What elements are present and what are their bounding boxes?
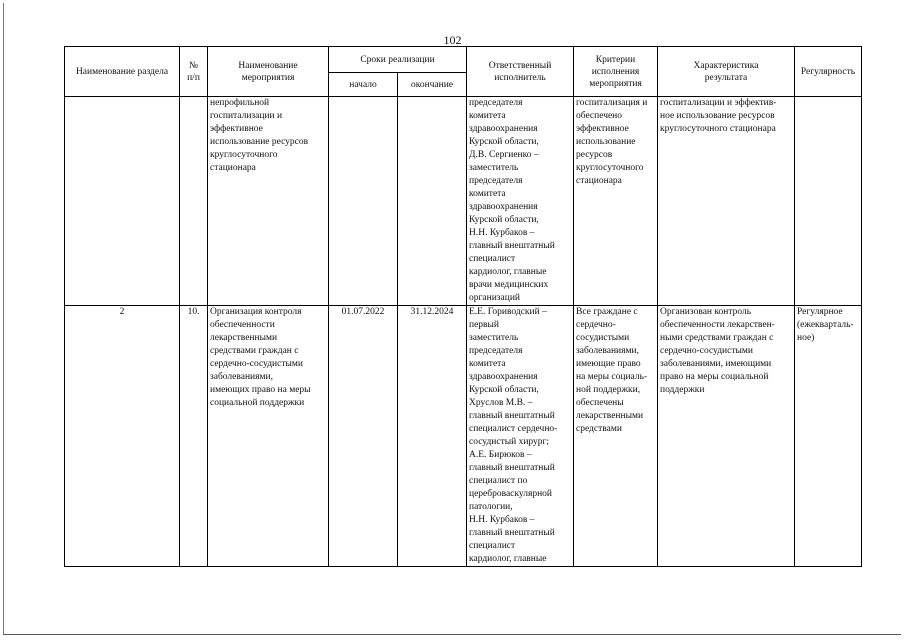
header-activity-name: Наименование мероприятия bbox=[208, 47, 329, 97]
cell-result: Организован контроль обеспеченности лекарствен- ными средствами граждан с сердечно-сосудистыми заболеваниями, имеющими право на меры социальной поддержки bbox=[658, 306, 795, 567]
header-end: окончание bbox=[398, 73, 467, 97]
header-number: № п/п bbox=[180, 47, 208, 97]
header-section-name: Наименование раздела bbox=[65, 47, 180, 97]
header-result: Характеристика результата bbox=[658, 47, 795, 97]
table-row bbox=[65, 306, 862, 567]
cell-end: 31.12.2024 bbox=[398, 306, 467, 567]
cell-regularity: Регулярное (ежекварталь- ное) bbox=[795, 306, 862, 567]
cell-activity: Организация контроля обеспеченности лекарственными средствами граждан с сердечно-сосудистыми заболеваниями, имеющих право на меры социальной поддержки bbox=[208, 306, 329, 567]
cell-section bbox=[65, 97, 180, 306]
cell-number: 10. bbox=[180, 306, 208, 567]
header-criteria: Критерии исполнения мероприятия bbox=[574, 47, 658, 97]
cell-regularity bbox=[795, 97, 862, 306]
cell-criteria: госпитализация и обеспечено эффективное использование ресурсов круглосуточного стационара bbox=[574, 97, 658, 306]
cell-responsible: председателя комитета здравоохранения Курской области, Д.В. Сергиенко – заместитель председателя комитета здравоохранения Курской области, Н.Н. Курбаков – главный внештатный специалист кардиолог, главные врачи медицинских организаций bbox=[467, 97, 574, 306]
cell-number bbox=[180, 97, 208, 306]
cell-activity: непрофильной госпитализации и эффективное использование ресурсов круглосуточного стационара bbox=[208, 97, 329, 306]
cell-result: госпитализации и эффектив- ное использование ресурсов круглосуточного стационара bbox=[658, 97, 795, 306]
table-row bbox=[65, 97, 862, 306]
header-regularity: Регулярность bbox=[795, 47, 862, 97]
cell-criteria: Все граждане с сердечно- сосудистыми заболеваниями, имеющие право на меры социаль- ной поддержки, обеспечены лекарственными средствами bbox=[574, 306, 658, 567]
header-responsible: Ответственный исполнитель bbox=[467, 47, 574, 97]
cell-end bbox=[398, 97, 467, 306]
header-start: начало bbox=[329, 73, 398, 97]
page-number: 102 bbox=[443, 33, 462, 47]
cell-responsible: Е.Е. Гориводский – первый заместитель председателя комитета здравоохранения Курской области, Хруслов М.В. – главный внештатный специалист сердечно- сосудистый хирург; А.Е. Бирюков – главный внештатный специалист по цереброваскулярной патологии, Н.Н. Курбаков – главный внештатный специалист кардиолог, главные bbox=[467, 306, 574, 567]
plan-table bbox=[64, 46, 862, 567]
cell-section: 2 bbox=[65, 306, 180, 567]
cell-start: 01.07.2022 bbox=[329, 306, 398, 567]
header-terms: Сроки реализации bbox=[329, 47, 467, 73]
cell-start bbox=[329, 97, 398, 306]
